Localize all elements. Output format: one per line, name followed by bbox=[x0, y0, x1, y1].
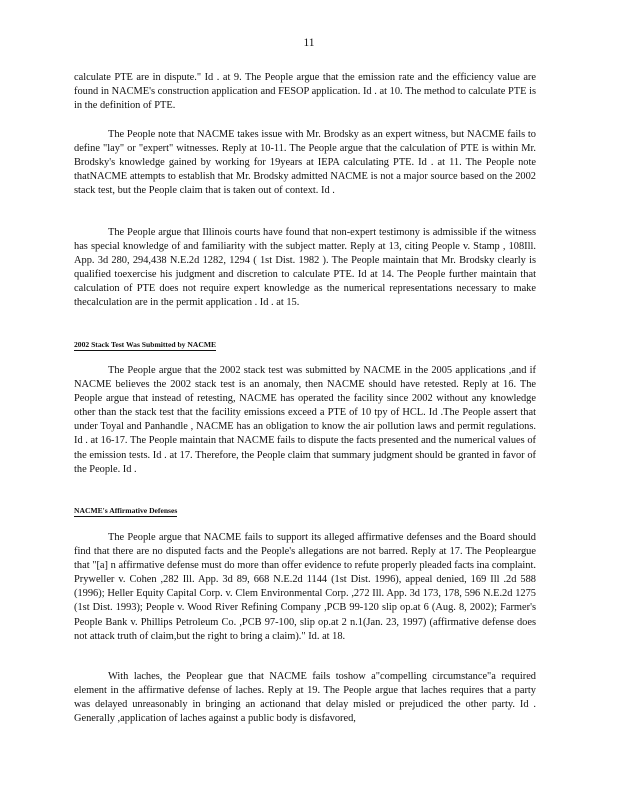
page-number: 11 bbox=[303, 37, 315, 49]
paragraph-pte-dispute: calculate PTE are in dispute." Id . at 9. The People argue that the emission rate and the efficiency value are found in NACME's construction application and FESOP application. Id . at 10. The method to calculate PTE is in the definition of PTE. bbox=[74, 72, 536, 112]
paragraph-expert-witness: The People note that NACME takes issue with Mr. Brodsky as an expert witness, but NACME fails to define "lay" or "expert" witnesses. Reply at 10-11. The People argue that the calculation of PTE is within Mr. Brodsky's knowledge gained by working for 19years at IEPA calculating PTE. Id . at 11. The People note thatNACME attempts to establish that Mr. Brodsky admitted NACME is not a major source based on the 2002 stack test, but the People claim that is taken out of context. Id . bbox=[74, 129, 536, 197]
paragraph-stack-test: The People argue that the 2002 stack test was submitted by NACME in the 2005 applications ,and if NACME believes the 2002 stack test is an anomaly, then NACME should have retested. Reply at 16. The People argue that instead of retesting, NACME has operated the facility since 2002 without any knowledge other than the stack test that the facility emissions exceed a PTE of 10 tpy of HCL. Id .The People assert that under Toyal and Panhandle , NACME has an obligation to know the air pollution laws and permit regulations. Id . at 16-17. The People maintain that NACME fails to dispute the facts presented and the numerical values of the emission tests. Id . at 17. Therefore, the People claim that summary judgment should be granted in favor of the People. Id . bbox=[74, 365, 536, 475]
section-heading-stack-test: 2002 Stack Test Was Submitted by NACME bbox=[74, 340, 217, 349]
section-heading-affirmative-defenses: NACME's Affirmative Defenses bbox=[74, 506, 178, 515]
paragraph-affirmative-defenses: The People argue that NACME fails to support its alleged affirmative defenses and the Board should find that there are no disputed facts and the People's allegations are not barred. Reply at 17. The Peopleargue that "[a] n affirmative defense must do more than offer evidence to refute properly pleaded facts ina complaint. Pryweller v. Cohen ,282 Ill. App. 3d 89, 668 N.E.2d 1144 (1st Dist. 1996), appeal denied, 169 Ill .2d 588 (1996); Heller Equity Capital Corp. v. Clem Environmental Corp. ,272 Ill. App. 3d 173, 178, 596 N.E.2d 1275 (1st Dist. 1993); People v. Wood River Refining Company ,PCB 99-120 slip op.at 6 (Aug. 8, 2002); Farmer's People Bank v. Phillips Petroleum Co. ,PCB 97-100, slip op.at 2 n.1(Jan. 23, 1997) (affirmative defense does not attack truth of claim,but the right to bring a claim)." Id. at 18. bbox=[74, 532, 536, 642]
paragraph-non-expert-testimony: The People argue that Illinois courts have found that non-expert testimony is admissible if the witness has special knowledge of and familiarity with the subject matter. Reply at 13, citing People v. Stamp , 108Ill. App. 3d 280, 294,438 N.E.2d 1282, 1294 ( 1st Dist. 1982 ). The People maintain that Mr. Brodsky clearly is qualified toexercise his judgment and discretion to calculate PTE. Id at 14. The People further maintain that calculation of PTE does not require expert knowledge as the numerical representations necessary to make thecalculation are in the permit application . Id . at 15. bbox=[74, 227, 536, 309]
paragraph-laches: With laches, the Peoplear gue that NACME fails toshow a"compelling circumstance"a required element in the affirmative defense of laches. Reply at 19. The People argue that laches requires that a party was delayed unreasonably in bringing an actionand that delay misled or prejudiced the other party. Id . Generally ,application of laches against a public body is disfavored, bbox=[74, 671, 536, 725]
